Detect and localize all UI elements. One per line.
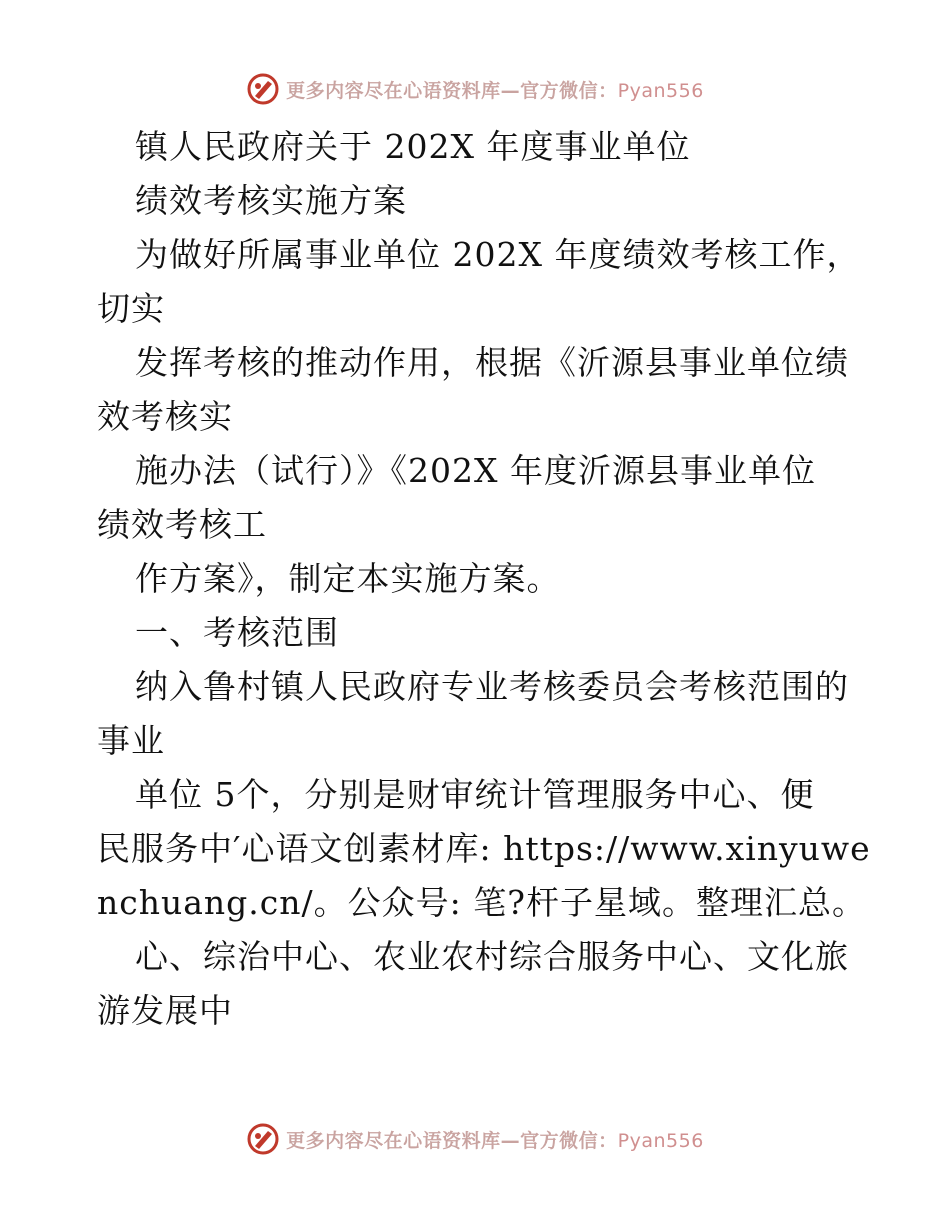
document-line: 镇人民政府关于 202X 年度事业单位 (135, 127, 691, 166)
document-line: 民服务中′心语文创素材库: https://www.xinyuwe (97, 829, 871, 868)
document-line: 心、综治中心、农业农村综合服务中心、文化旅 (135, 937, 849, 976)
document-line: 发挥考核的推动作用，根据《沂源县事业单位绩 (135, 343, 849, 382)
header-banner (0, 72, 950, 106)
document-line: 绩效考核实施方案 (135, 181, 407, 220)
pen-logo-icon (246, 1122, 280, 1156)
document-line: 为做好所属事业单位 202X 年度绩效考核工作， (135, 235, 861, 274)
document-line: nchuang.cn/。公众号: 笔?杆子星域。整理汇总。 (97, 883, 866, 922)
document-line: 作方案》，制定本实施方案。 (135, 559, 561, 598)
document-line: 一、考核范围 (135, 613, 339, 652)
header-banner-handle: Pyan556 (617, 79, 704, 102)
pen-logo-icon (246, 72, 280, 106)
document-line: 绩效考核工 (97, 505, 267, 544)
document-line: 事业 (97, 721, 165, 760)
document-line: 切实 (97, 289, 165, 328)
footer-banner-handle: Pyan556 (617, 1129, 704, 1152)
document-line: 施办法（试行）》《202X 年度沂源县事业单位 (135, 451, 816, 490)
document-line: 单位 5个，分别是财审统计管理服务中心、便 (135, 775, 815, 814)
header-banner-text (286, 76, 704, 103)
footer-banner-label: 更多内容尽在心语资料库—官方微信： (286, 1129, 618, 1152)
document-line: 游发展中 (97, 991, 233, 1030)
footer-banner-text (286, 1126, 704, 1153)
document-body (97, 120, 897, 1038)
document-line: 效考核实 (97, 397, 233, 436)
header-banner-label: 更多内容尽在心语资料库—官方微信： (286, 79, 618, 102)
footer-banner (0, 1122, 950, 1156)
document-line: 纳入鲁村镇人民政府专业考核委员会考核范围的 (135, 667, 849, 706)
